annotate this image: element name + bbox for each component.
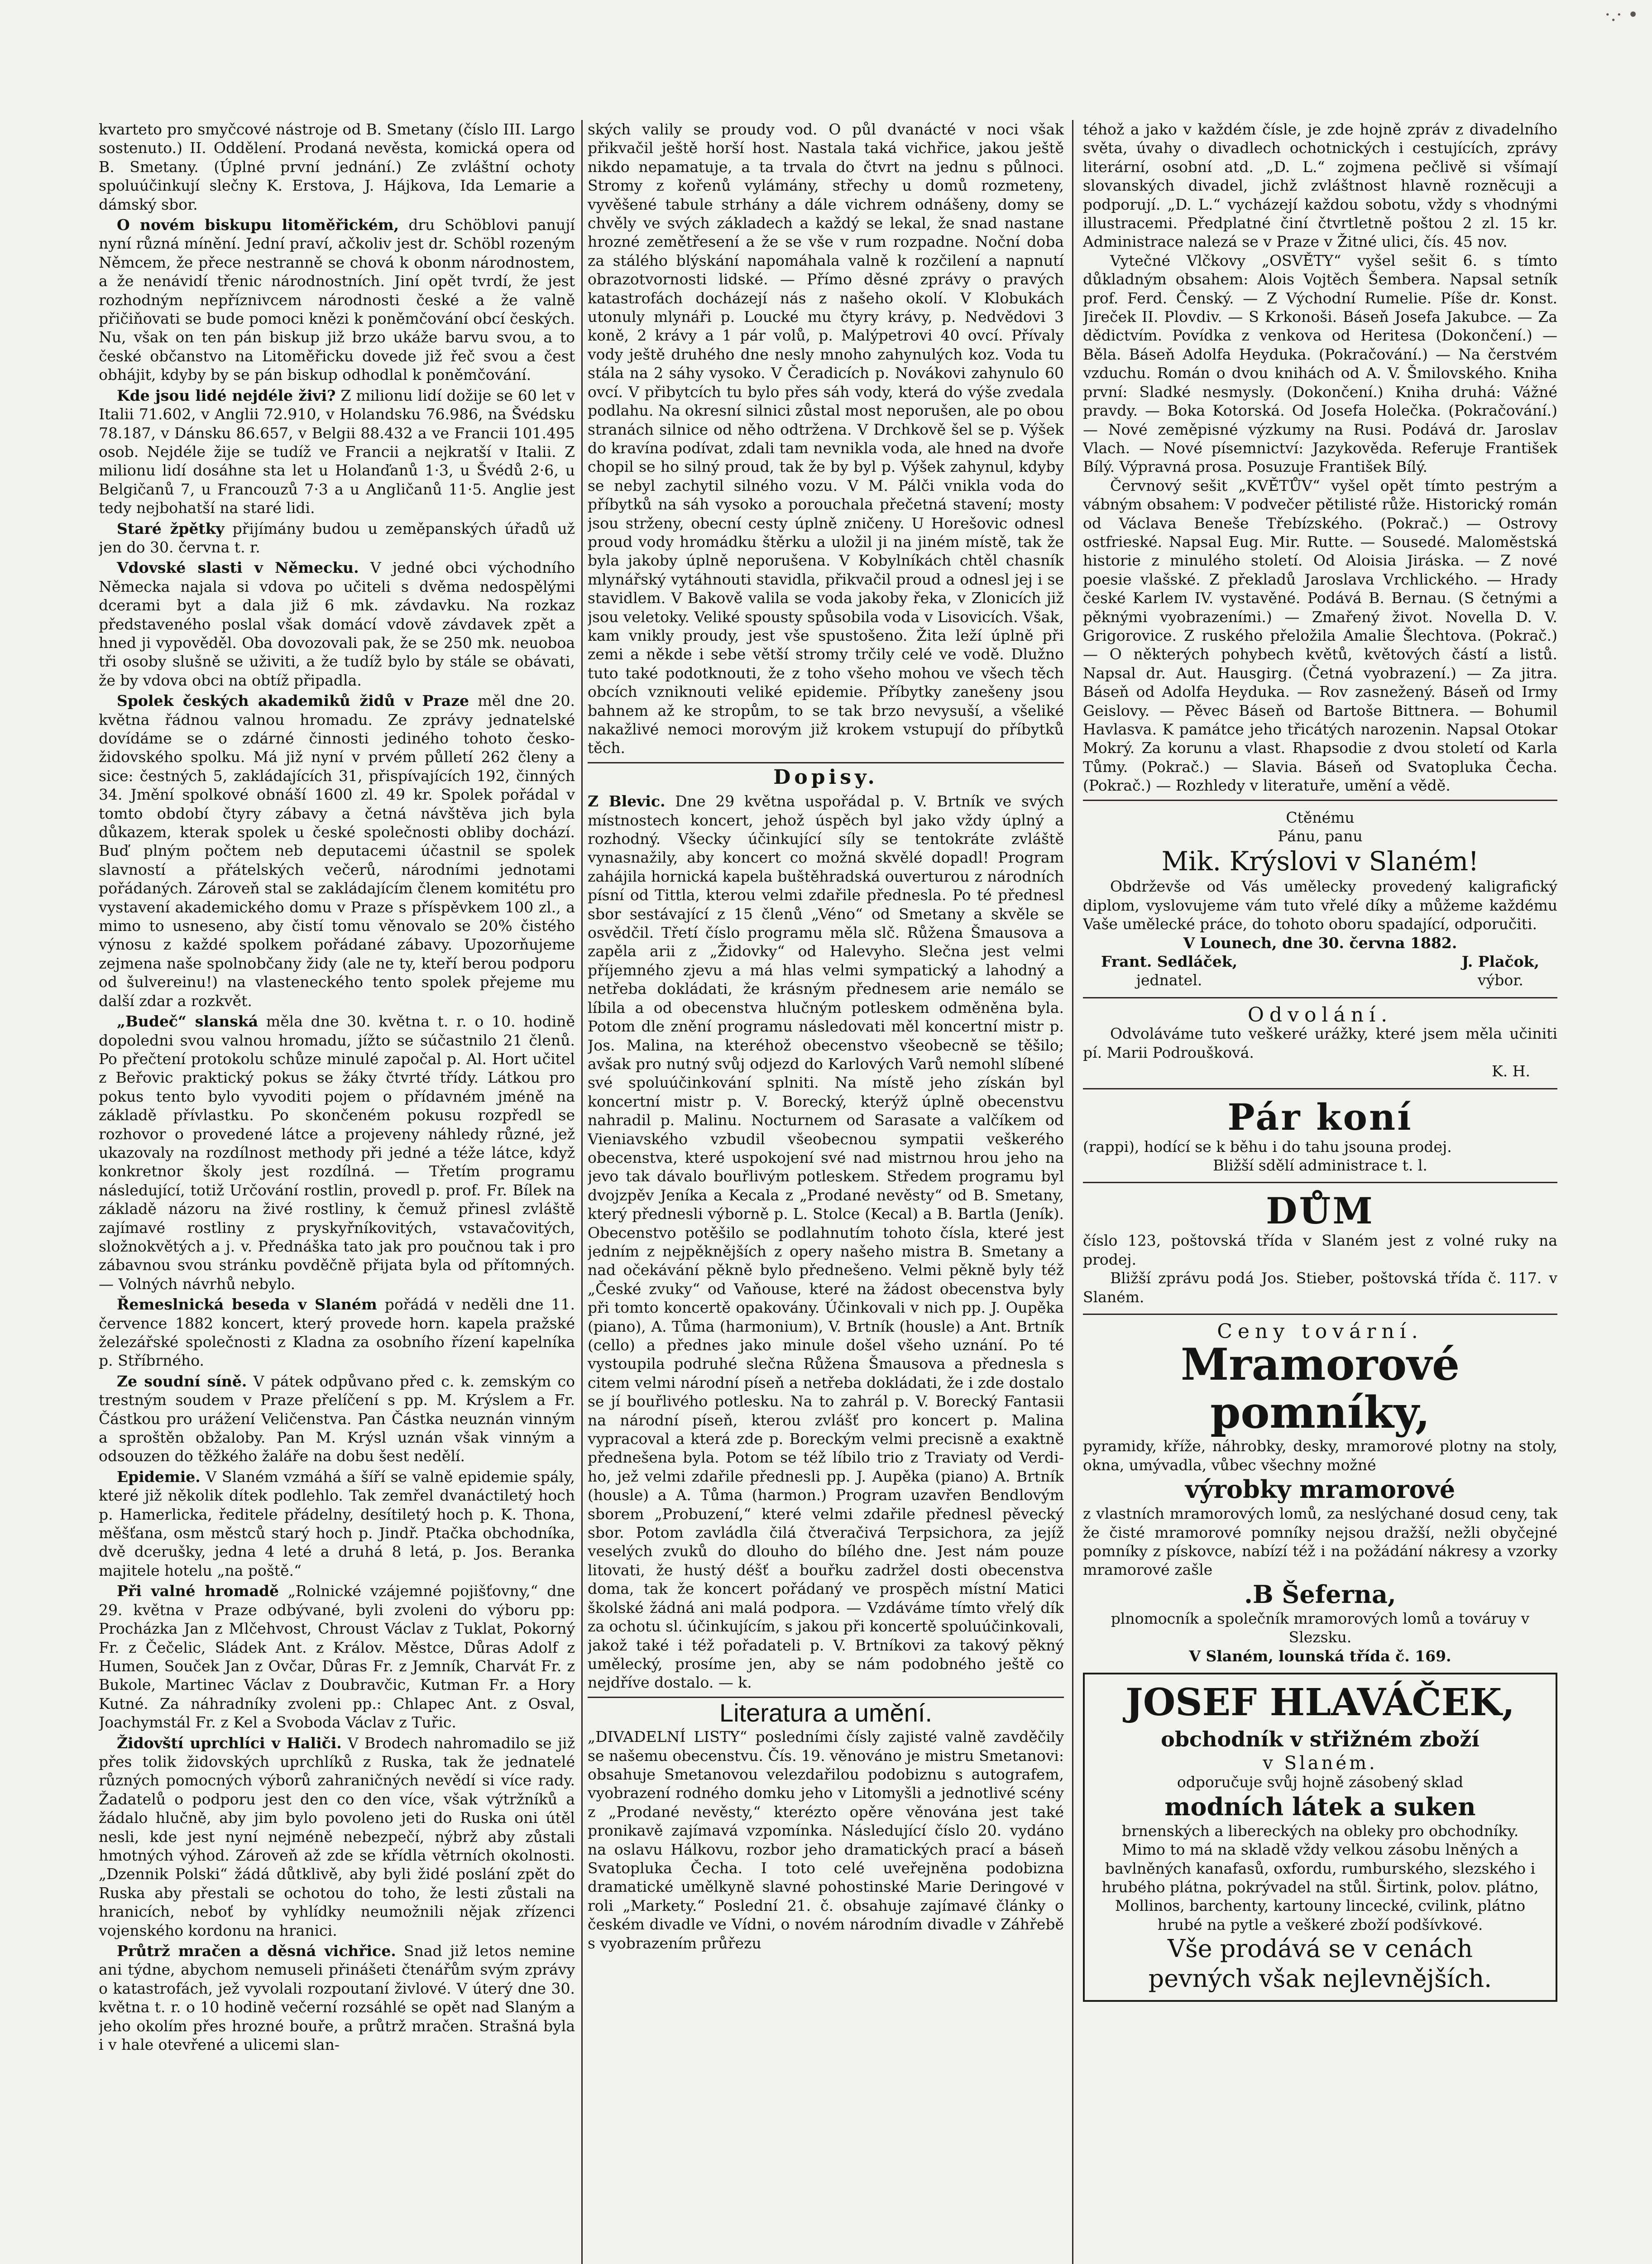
news-item <box>99 558 575 690</box>
divider <box>1083 1182 1557 1183</box>
hlavacek-closing-1: Vše prodává se v cenách <box>1167 1934 1473 1963</box>
news-item-text: V pátek odpůvano před c. k. zemským co trestným soudem v Praze přelíčení s pp. M. Krýslem a Fr. Částkou pro urážení Veličenstva. Pan Částka neuznán vinným a sproštěn obžaloby. Pan M. Krýsl uznán však vinným a odsouzen do těžkého žaláře na dobu šest nedělí. <box>99 1372 575 1465</box>
kvety-paragraph: Červnový sešit „KVĚTŮV“ vyšel opět tímto pestrým a vábným obsahem: V podvečer pětilisté růže. Historický román od Václava Beneše Třebízského. (Pokrač.) — Ostrovy ostfrieské. Napsal Eug. Mir. Rutte. — Sousedé. Maloměstská historie z minulého století. Od Aloisia Jiráska. — Z nové poesie vlašské. Z překladů Jaroslava Vrchlického. — Hrady české Karlem IV. vystavěné. Podává B. Bernau. (S četnými a pěknými vyobrazeními.) — Zmařený život. Novella D. V. Grigorovice. Z ruského přeložila Amalie Šlechtova. (Pokrač.) — O některých pohybech květů, květových částí a listů. Napsal dr. Aut. Hausgirg. (Četná vyobrazení.) — Za jitra. Báseň od Adolfa Heyduka. — Rov zasnežený. Báseň od Irmy Geislovy. — Pěvec Báseň od Bartoše Bittnera. — Bohumil Havlasva. K památce jeho třicátých narozenin. Napsal Otokar Mokrý. Za korunu a vlast. Rhapsodie z dvou století od Karla Tůmy. (Pokrač.) — Slavia. Báseň od Svatopluka Čecha. (Pokrač.) — Rozhledy v literatuře, umění a vědě. <box>1083 476 1557 795</box>
news-item-text: přijímány budou u zeměpanských úřadů už jen do 30. června t. r. <box>99 519 575 556</box>
literatura-text: „DIVADELNÍ LISTY“ posledními čísly zajisté valně zavděčily se našemu obecenstvu. Čís. 19. věnováno je mistru Smetanovi: obsahuje Smetanovou velezdařilou podobiznu s autografem, vyobrazení rodného domku jeho v Litomyšli a jednotlivé scény z „Prodané nevěsty,“ kterézto opěre věnována jest také pronikavě zajímavá vzpomínka. Následující číslo 20. vydáno na oslavu Hálkovu, rozbor jeho dramatických prací a báseň Svatopluka Čecha. I toto celé uveřejněna podobizna dramatické umělkyně slavné pohostinské Marie Deringové v roli „Markety.“ Poslední 21. č. obsahuje zajímavé články o českém divadle ve Vídni, o novém národním divadle v Záhřebě s vyobrazením průřezu <box>588 1728 1064 1952</box>
column-rule-left <box>581 120 583 2264</box>
news-item <box>99 519 575 557</box>
odvolani-signature: K. H. <box>1492 1062 1530 1080</box>
divider <box>1083 800 1557 801</box>
horses-ad <box>1083 1094 1557 1178</box>
signature-1-name: Frant. Sedláček, <box>1101 953 1238 971</box>
news-item-heading: Spolek českých akademiků židů v Praze <box>117 692 469 710</box>
news-item <box>99 1012 575 1293</box>
hlavacek-ad <box>1083 1673 1557 2002</box>
house-text: číslo 123, poštovská třída v Slaném jest z volné ruky na prodej. <box>1083 1232 1557 1268</box>
news-item-text: pořádá v neděli dne 11. července 1882 koncert, který provede horn. kapela pražské železářské společnosti z Kladna za osobního řízení kapelníka p. Stříbrného. <box>99 1295 575 1370</box>
thanks-recipient: Mik. Krýslovi v Slaném! <box>1161 846 1479 877</box>
divider <box>1083 1088 1557 1089</box>
news-item-heading: Řemeslnická beseda v Slaném <box>117 1295 377 1314</box>
news-item <box>99 691 575 1010</box>
thanks-address-2: Pánu, panu <box>1278 827 1363 845</box>
house-contact: Bližší zprávu podá Jos. Stieber, poštovská třída č. 117. v Slaném. <box>1083 1269 1557 1306</box>
osveta-paragraph: Vytečné Vlčkovy „OSVĚTY“ vyšel sešit 6. s tímto důkladným obsahem: Alois Vojtěch Šembera. Napsal setník prof. Ferd. Čenský. — Z Východní Rumelie. Píše dr. Konst. Jireček II. Plovdiv. — S Krkonoši. Báseň Josefa Jakubce. — Za dědictvím. Povídka z venkova od Heritesa (Dokončení.) — Běla. Báseň Adolfa Heyduka. (Pokračování.) — Na čerstvém vzduchu. Román o dvou knihách od A. V. Šmilovského. Kniha první: Sladké nesmysly. (Dokončení.) Kniha druhá: Vážné pravdy. — Boka Kotorská. Od Josefa Holečka. (Pokračování.) — Nové zeměpisné výzkumy na Rusi. Podává dr. Jaroslav Vlach. — Nové písemnictví: Jazykověda. Referuje František Bílý. Výpravná prosa. Posuzuje František Bílý. <box>1083 251 1557 476</box>
column-rule-right <box>1072 120 1073 2264</box>
hlavacek-intro: odporučuje svůj hojně zásobený sklad <box>1177 1773 1464 1791</box>
hlavacek-text: Mimo to má na skladě vždy velkou zásobu lněných a bavlněných kanafasů, oxfordu, rumburského, slezského i hrubého plátna, pokrývadel na stůl. Širtink, polov. plátno, Mollinos, barchenty, kartouny lincecké, cvilink, plátno hrubé na pytle a veškeré zboží podšívkové. <box>1101 1841 1539 1933</box>
news-item <box>99 1582 575 1732</box>
odvolani-notice <box>1083 1003 1557 1084</box>
divider <box>1083 997 1557 998</box>
news-item-text: Z milionu lidí dožije se 60 let v Italii 71.602, v Anglii 72.910, v Holandsku 76.986, na Švédsku 78.187, v Dánsku 86.657, v Belgii 88.432 a ve Francii 101.495 osob. Nejdéle žije se tudíž ve Francii a nejkratší v Italii. Z milionu lidí dosáhne sta let u Holanďanů 1·3, u Švédů 2·6, u Belgičanů 7, u Francouzů 7·3 a u Angličanů 11·5. Anglie jest tedy nejbohatší na staré lidi. <box>99 386 575 517</box>
thanks-text: Obdrževše od Vás umělecky provedený kaligrafický diplom, vyslovujeme vám tuto vřelé díky a můžeme každému Vaše umělecké práce, do tohoto oboru spadající, odporučiti. <box>1083 878 1557 933</box>
news-item-heading: Vdovské slasti v Německu. <box>117 559 359 577</box>
corner-marks: ·.· • <box>1604 5 1638 25</box>
horses-contact: Bližší sdělí administrace t. l. <box>1213 1156 1427 1174</box>
odvolani-heading: Odvolání. <box>1247 1003 1393 1026</box>
monuments-list: pyramidy, kříže, náhrobky, desky, mramorové plotny na stoly, okna, umývadla, vůbec všechny možné <box>1083 1437 1557 1474</box>
news-item-text: V Slaném vzmáhá a šíří se valně epidemie spály, které již několik dítek podlehlo. Tak zemřel dvanáctiletý hoch p. Hamerlicka, ředitele přádelny, desítiletý hoch p. K. Thona, měšťana, osm městců starý hoch p. Jindř. Ptačka obchodníka, dvě dcerušky, jedna 4 leté a druhá 8 letá, p. Jos. Beranka majitele hotelu „na poště.“ <box>99 1468 575 1579</box>
news-item-text: dru Schöblovi panují nyní různá mínění. Jední praví, ačkoliv jest dr. Schöbl rozeným Němcem, že přece nestranně se chová k obonm národnostem, a že nenávidí třenic národnostních. Jiní opět tvrdí, že jest rozhodným nepříznivcem národnosti české a že valně přičiňovati se bude pomoci knězi k poněmčování obcí českých. Nu, však on ten pán biskup již brzo ukáže barvu svou, a to české občanstvo na Litoměřicku dovede již řeč svou a čest obhájit, kdyby by se pán biskup odhodlal k poněmčování. <box>99 216 575 384</box>
literatura-continuation: téhož a jako v každém čísle, je zde hojně zpráv z divadelního světa, úvahy o divadlech ochotnických i cestujících, zprávy literární, osobní atd. „D. L.“ zojmena pečlivě si všímají slovanských divadel, jichž zvláštnost hlavně rozněcuji a podporují. „D. L.“ vycházejí každou sobotu, vždy s vhodnými illustracemi. Předplatné činí čtvrtletně poštou 2 zl. 15 kr. Administrace nalezá se v Praze v Žitné ulici, čís. 45 nov. <box>1083 120 1557 251</box>
hlavacek-name: JOSEF HLAVÁČEK, <box>1125 1681 1515 1724</box>
news-item-heading: Židovští uprchlíci v Haliči. <box>117 1734 342 1752</box>
news-item <box>99 216 575 384</box>
news-item <box>99 1372 575 1466</box>
divider <box>588 1697 1064 1698</box>
news-item <box>99 1295 575 1370</box>
news-item-heading: Při valné hromadě <box>117 1582 279 1600</box>
news-item <box>99 1734 575 1940</box>
news-item-heading: Staré žpětky <box>117 519 225 537</box>
news-item <box>99 1468 575 1580</box>
thanks-notice <box>1083 806 1557 993</box>
monuments-title: Mramorové pomníky, <box>1180 1339 1460 1439</box>
odvolani-text: Odvoláváme tuto veškeré urážky, které jsem měla učiniti pí. Marii Podroušková. <box>1083 1025 1557 1061</box>
divider <box>588 762 1064 763</box>
monuments-line-2: V Slaném, lounská třída č. 169. <box>1189 1647 1451 1665</box>
monuments-subtitle: výrobky mramorové <box>1185 1475 1456 1504</box>
thanks-signatures <box>1083 952 1557 990</box>
hlavacek-subtitle: obchodník v střižném zboží <box>1161 1727 1480 1751</box>
column-news <box>99 120 575 2264</box>
news-item-text: V jedné obci východního Německa najala si vdova po učiteli s dvěma nedospělými dcerami byt a dala již 6 mk. závdavku. Na rozkaz představeného poslal však domácí vdově závdavek zpět a hned ji vypověděl. Oba dovozovali pak, že se 250 mk. neuoboa tři osoby slušně se uživiti, a že tudíž bylo by stále se obávati, že by vdova obci na obtíž připadla. <box>99 559 575 689</box>
hlavacek-town: v Slaném. <box>1263 1753 1378 1774</box>
news-item-heading: Kde jsou lidé nejdéle živi? <box>117 386 336 404</box>
hlavacek-goods: modních látek a suken <box>1164 1792 1476 1821</box>
news-item <box>99 120 575 214</box>
house-ad <box>1083 1188 1557 1309</box>
news-item <box>99 386 575 518</box>
signature-2-name: J. Plačok, <box>1461 953 1539 971</box>
monuments-ad <box>1083 1319 1557 1668</box>
news-item-text: „Rolnické vzájemné pojišťovny,“ dne 29. května v Praze odbývané, byli zvoleni do výboru pp: Procházka Jan z Mlčehvost, Chroust Václav z Tuklat, Pokorný Fr. z Čečelic, Sládek Ant. z Králov. Městce, Důras Adolf z Humen, Souček Jan z Ovčar, Důras Fr. z Jemník, Charvát Fr. z Bukole, Martinec Václav z Doubravčic, Kutman Fr. a Hory Kutné. Za náhradníky zvoleni pp.: Chlapec Ant. z Osval, Joachymstál Fr. z Kel a Svoboda Václav z Tuřic. <box>99 1582 575 1732</box>
dopisy-place: Z Blevic. <box>588 792 666 811</box>
hlavacek-desc: brnenských a libereckých na obleky pro obchodníky. <box>1121 1822 1519 1840</box>
horses-heading: Pár koní <box>1227 1095 1413 1138</box>
news-item-text: Snad již letos nemine ani týdne, abychom nemuseli přinášeti čtenářům svým zprávy o katastrofách, jež vyvolali rozpoutaní živlové. V úterý dne 30. května t. r. o 10 hodině večerní rozsáhlé se opět nad Slaným a jeho okolím přes hrozné bouře, a průtrž mračen. Strašná byla i v hale otevřené a ulicemi slan- <box>99 1942 575 2054</box>
news-item-heading: Průtrž mračen a děsná vichřice. <box>117 1942 396 1960</box>
news-item-text: kvarteto pro smyčcové nástroje od B. Smetany (číslo III. Largo sostenuto.) II. Oddělení. Prodaná nevěsta, komická opera od B. Smetany. (Úplné první jednání.) Ze zvláštní ochoty spoluúčinkují slečny K. Erstova, J. Hájkova, Ida Lemarie a dámský sbor. <box>99 120 575 213</box>
monuments-line-1: plnomocník a společník mramorových lomů a továruy v Slezsku. <box>1111 1609 1530 1646</box>
dopisy-heading: Dopisy. <box>773 765 878 789</box>
column-literature-ads <box>1083 120 1557 2264</box>
thanks-address-1: Ctěnému <box>1286 808 1355 826</box>
hlavacek-closing-2: pevných však nejlevnějších. <box>1148 1964 1492 1993</box>
divider <box>1083 1314 1557 1315</box>
news-item-heading: „Budeč“ slanská <box>117 1012 259 1031</box>
news-item-heading: Epidemie. <box>117 1468 201 1486</box>
column-reports <box>588 120 1064 2264</box>
news-item-text: V Brodech nahromadilo se již přes tolik židovských uprchlíků z Ruska, tak že jednatelé různých pomocných výborů zahraničných nevědí si více rady. Žadatelů o podporu jest den co den více, však výtržníků a žádalo hlučně, aby jim bylo povoleno jeti do Ruska oni útěl nesli, kde jest nyní nejméně nebezpečí, nýbrž aby zůstali hmotných výhod. Zároveň až zde se křídla větrních okolnosti. „Dzennik Polski“ žádá důtklivě, aby byli židé poslání zpět do Ruska aby přestali se ochotou do toho, že lesti zůstali na hranicích, neboť by vyhlídky neumožnili nějak zřízenci vojenského kordonu na hranici. <box>99 1734 575 1939</box>
news-item-heading: Ze soudní síně. <box>117 1372 247 1390</box>
news-item-heading: O novém biskupu litoměřickém, <box>117 216 399 234</box>
thanks-dateline: V Lounech, dne 30. června 1882. <box>1183 934 1457 952</box>
monuments-text: z vlastních mramorových lomů, za neslýchané dosud ceny, tak že čisté mramorové pomníky nejsou dražší, nežli obyčejné pomníky z pískovce, nabízí též i na požádání nákresy a vzorky mramorové zašle <box>1083 1505 1557 1579</box>
signature-2-role: výbor. <box>1477 971 1523 989</box>
storm-continuation: ských valily se proudy vod. O půl dvanácté v noci však přikvačil ještě horší host. Nastala taká vichřice, jakou ještě nikdo nepamatuje, a ta trvala do čtvrt na jednu s půlnoci. Stromy z kořenů vylámány, střechy u domů rozmeteny, vyvěšené tabule strhány a dále vichrem odnášeny, domy se chvěly ve svých základech a každý se lekal, že snad nastane hrozné zemětřesení a že se vše v rum rozpadne. Noční doba za stálého blýskání napomáhala valně k rozčilení a napnutí obrazotvornosti lidské. — Přímo děsné zprávy o pravých katastrofách docházejí nás z našeho okolí. V Klobukách utonuly mlynáři p. Loucké mu čtyry krávy, p. Nedvědovi 3 koně, 2 krávy a 1 pár volů, p. Malýpetrovi 40 ovcí. Přívaly vody ještě druhého dne nesly mnoho zahynulých koz. Voda tu stála na 2 sáhy vysoko. V Čeradicích p. Novákovi zahynulo 60 ovcí. V přibytcích tu bylo přes sáh vody, která do výše zvedala podlahu. Na okresní silnici zůstal most neporušen, ale po obou stranách silnice od něho odtržena. V Drchkově šel se p. Výšek do kravína podívat, zdali tam nevnikla voda, ale hned na dvoře chopil se ho silný proud, tak že by byl p. Výšek zahynul, kdyby se nebyl zachytil silného vozu. V M. Pálči vnikla voda do příbytků na sáh vysoko a porouchala přečetná stavení; mosty jsou strženy, obecní cesty úplně zničeny. U Horešovic odnesl proud vody hromádku štěrku a uložil ji na jiném místě, tak že byla jakoby úplně neporušena. V Kobylníkách chtěl chasník mlynářský vytáhnouti stavidla, přikvačil proud a odnesl jej i se stavidlem. V Bakově valila se voda jakoby řeka, v Zlonicích již jsou veletoky. Veliké spousty spůsobila voda v Lisovicích. Však, kam vnikly proudy, jest vše spustošeno. Žita leží úplně při zemi a někde i sebe větší stromy trčily celé ve vodě. Dlužno tuto také podotknouti, že z toho všeho mohou ve všech těch obcích vzniknouti veliké epidemie. Příbytky zanešeny jsou bahnem až ke stropům, to se tak brzo nevysuší, a všeliké nakažlivé nemoci morovým již krokem vstupují do příbytků těch. <box>588 120 1064 757</box>
monuments-name: .B Šeferna, <box>1244 1579 1396 1609</box>
literatura-heading: Literatura a umění. <box>719 1698 933 1727</box>
house-heading: DŮM <box>1266 1190 1374 1233</box>
monuments-top: Ceny tovární. <box>1217 1319 1423 1343</box>
news-item <box>99 1942 575 2054</box>
news-item-text: měla dne 30. května t. r. o 10. hodině dopoledni svou valnou hromadu, jížto se súčastnilo 21 členů. Po přečtení protokolu schůze minulé započal p. Al. Hort učitel z Beřovic praktický pokus se žáky čtvrté třídy. Látkou pro pokus tento bylo vyvoditi pojem o přídavném jméně na základě přívlastku. Po skončeném pokusu rozpředl se rozhovor o provedené látce a projeveny náhledy různé, jež ukazovaly na rozdílnost methody při jedné a téže látce, když konkretnor školy jest rozdílná. — Třetím programu následující, totiž Určování rostlin, provedl p. prof. Fr. Bílek na základě názoru na živé rostliny, k čemuž přinesl zvláště zajímavé rostliny z pryskyřníkovitých, vstavačovitých, složnokvětých a j. v. Přednáška tato jak pro poučnou tak i pro zábavnou svou stránku povděčně přijata byla od přítomných. — Volných návrhů nebylo. <box>99 1012 575 1293</box>
news-item-text: měl dne 20. května řádnou valnou hromadu. Ze zprávy jednatelské dovídáme se o zdárné činnosti jediného tohoto česko-židovského spolku. Má již nyní v prvém půlletí 262 členy a sice: čestných 5, zakládajících 31, přispívajících 192, činných 34. Jmění spolkové obnáší 1600 zl. 49 kr. Spolek pořádal v tomto období čtyry zábavy a četná návštěva jich byla důkazem, kterak spolek u české společnosti obliby dochází. Buď plným počtem neb deputacemi účastnil se spolek slavností a přátelských večerů, národními jednotami pořádaných. Zároveň stal se zakládajícím členem komitétu pro vystavení akademického domu v Praze s příspěvkem 100 zl., a mimo to usneseno, aby čistí tomu věnovalo se 20% čistého výnosu z každé spolkem pořádané zábavy. Upozorňujeme zejmena naše spolnobčany židy (ale ne ty, kteří berou podporu od šulvereinu!) na vlasteneckého tento spolek přejeme mu další zdar a rozkvět. <box>99 692 575 1010</box>
dopisy-text: Dne 29 května uspořádal p. V. Brtník ve svých místnostech koncert, jehož úspěch byl jako vždy úplný a rozhodný. Všecky účinkující síly se tentokráte zvláště vynasnažily, aby koncert co možná skvělé dopadl! Program zahájila hornická kapela buštěhradská ouverturou z národních písní od Tittla, kterou velmi zdařile přednesla. Po té přednesl sbor sestávající z 15 členů „Véno“ od Smetany a skvěle se osvědčil. Třetí číslo programu měla slč. Růžena Šmausova a zapěla arii z „Židovky“ od Halevyho. Slečna jest velmi příjemného zjevu a má hlas velmi sympatický a lahodný a netřeba dokládati, že krásným přednesem arie nemálo se líbila a od obecenstva hlučným potleskem odměněna byla. Potom dle znění programu následovati měl koncertní mistr p. Jos. Malina, na kteréhož obecenstvo všeobecně se těšilo; avšak pro nutný svůj odjezd do Karlových Varů nemohl slíbené své spoluúčinkování splniti. Na místě jeho získán byl koncertní mistr p. V. Borecký, kterýž úplně obecenstvu nahradil p. Malinu. Nocturnem od Sarasate a valčíkem od Vieniavského vzbudil všeobecnou sympatii veškerého obecenstva, které uspokojení své nad mistrnou hrou jeho na jevo tak dávalo bouřlivým potleskem. Středem programu byl dvojzpěv Jeníka a Kecala z „Prodané nevěsty“ od B. Smetany, který přednesli výborně p. L. Stolce (Kecal) a B. Bartla (Jeník). Obecenstvo potěšilo se podlahnutím tohoto čísla, které jest jedním z nejpěknějších z opery našeho mistra B. Smetany a nad očekávání pěkně bylo přednešeno. Velmi pěkně byly též „České zvuky“ od Vaňouse, které na žádost obecenstva byly při tomto koncertě opakovány. Účinkovali v nich pp. J. Oupěka (piano), A. Tůma (harmonium), V. Brtník (housle) a Ant. Brtník (cello) a přednes jako minule došel všeho uznání. Po té vystoupila podruhé slečna Růžena Šmausova a přednesla s citem velmi národní píseň a netřeba dokládati, že i zde dostalo se jí bouřlivého potlesku. Na to zahrál p. V. Borecký Fantasii na národní píseň, kterou zvlášť pro koncert p. Malina vypracoval a která zde p. Boreckým velmi precisně a exaktně přednešena byla. Potom se též líbilo trio z Traviaty od Verdi-ho, jež velmi zdařile přednesli pp. J. Aupěka (piano) A. Brtník (housle) a A. Tůma (harmon.) Program uzavřen Bendlovým sborem „Probuzení,“ které velmi zdařile přednesl pěvecký sbor. Potom zavládla čilá čtveračivá Terpsichora, za jejíž veselých zvuků do dlouho do bílého dne. Jest nám pouze litovati, že hustý déšť a bouřku zadržel dosti obecenstva doma, tak že koncert pořádaný ve prospěch místní Matici školské žádná ani malá podpora. — Vzdáváme tímto vřelý dík za ochotu sl. účinkujícím, s jakou při koncertě spoluúčinkovali, jakož také i též pořadateli p. V. Brtníkovi za takový pěkný umělecký, prosíme jen, aby se nám podobného ještě co nejdříve dostalo. — k. <box>588 792 1064 1692</box>
dopisy-article <box>588 792 1064 1692</box>
signature-1-role: jednatel. <box>1136 971 1202 989</box>
horses-text: (rappi), hodící se k běhu i do tahu jsouna prodej. <box>1083 1137 1452 1156</box>
